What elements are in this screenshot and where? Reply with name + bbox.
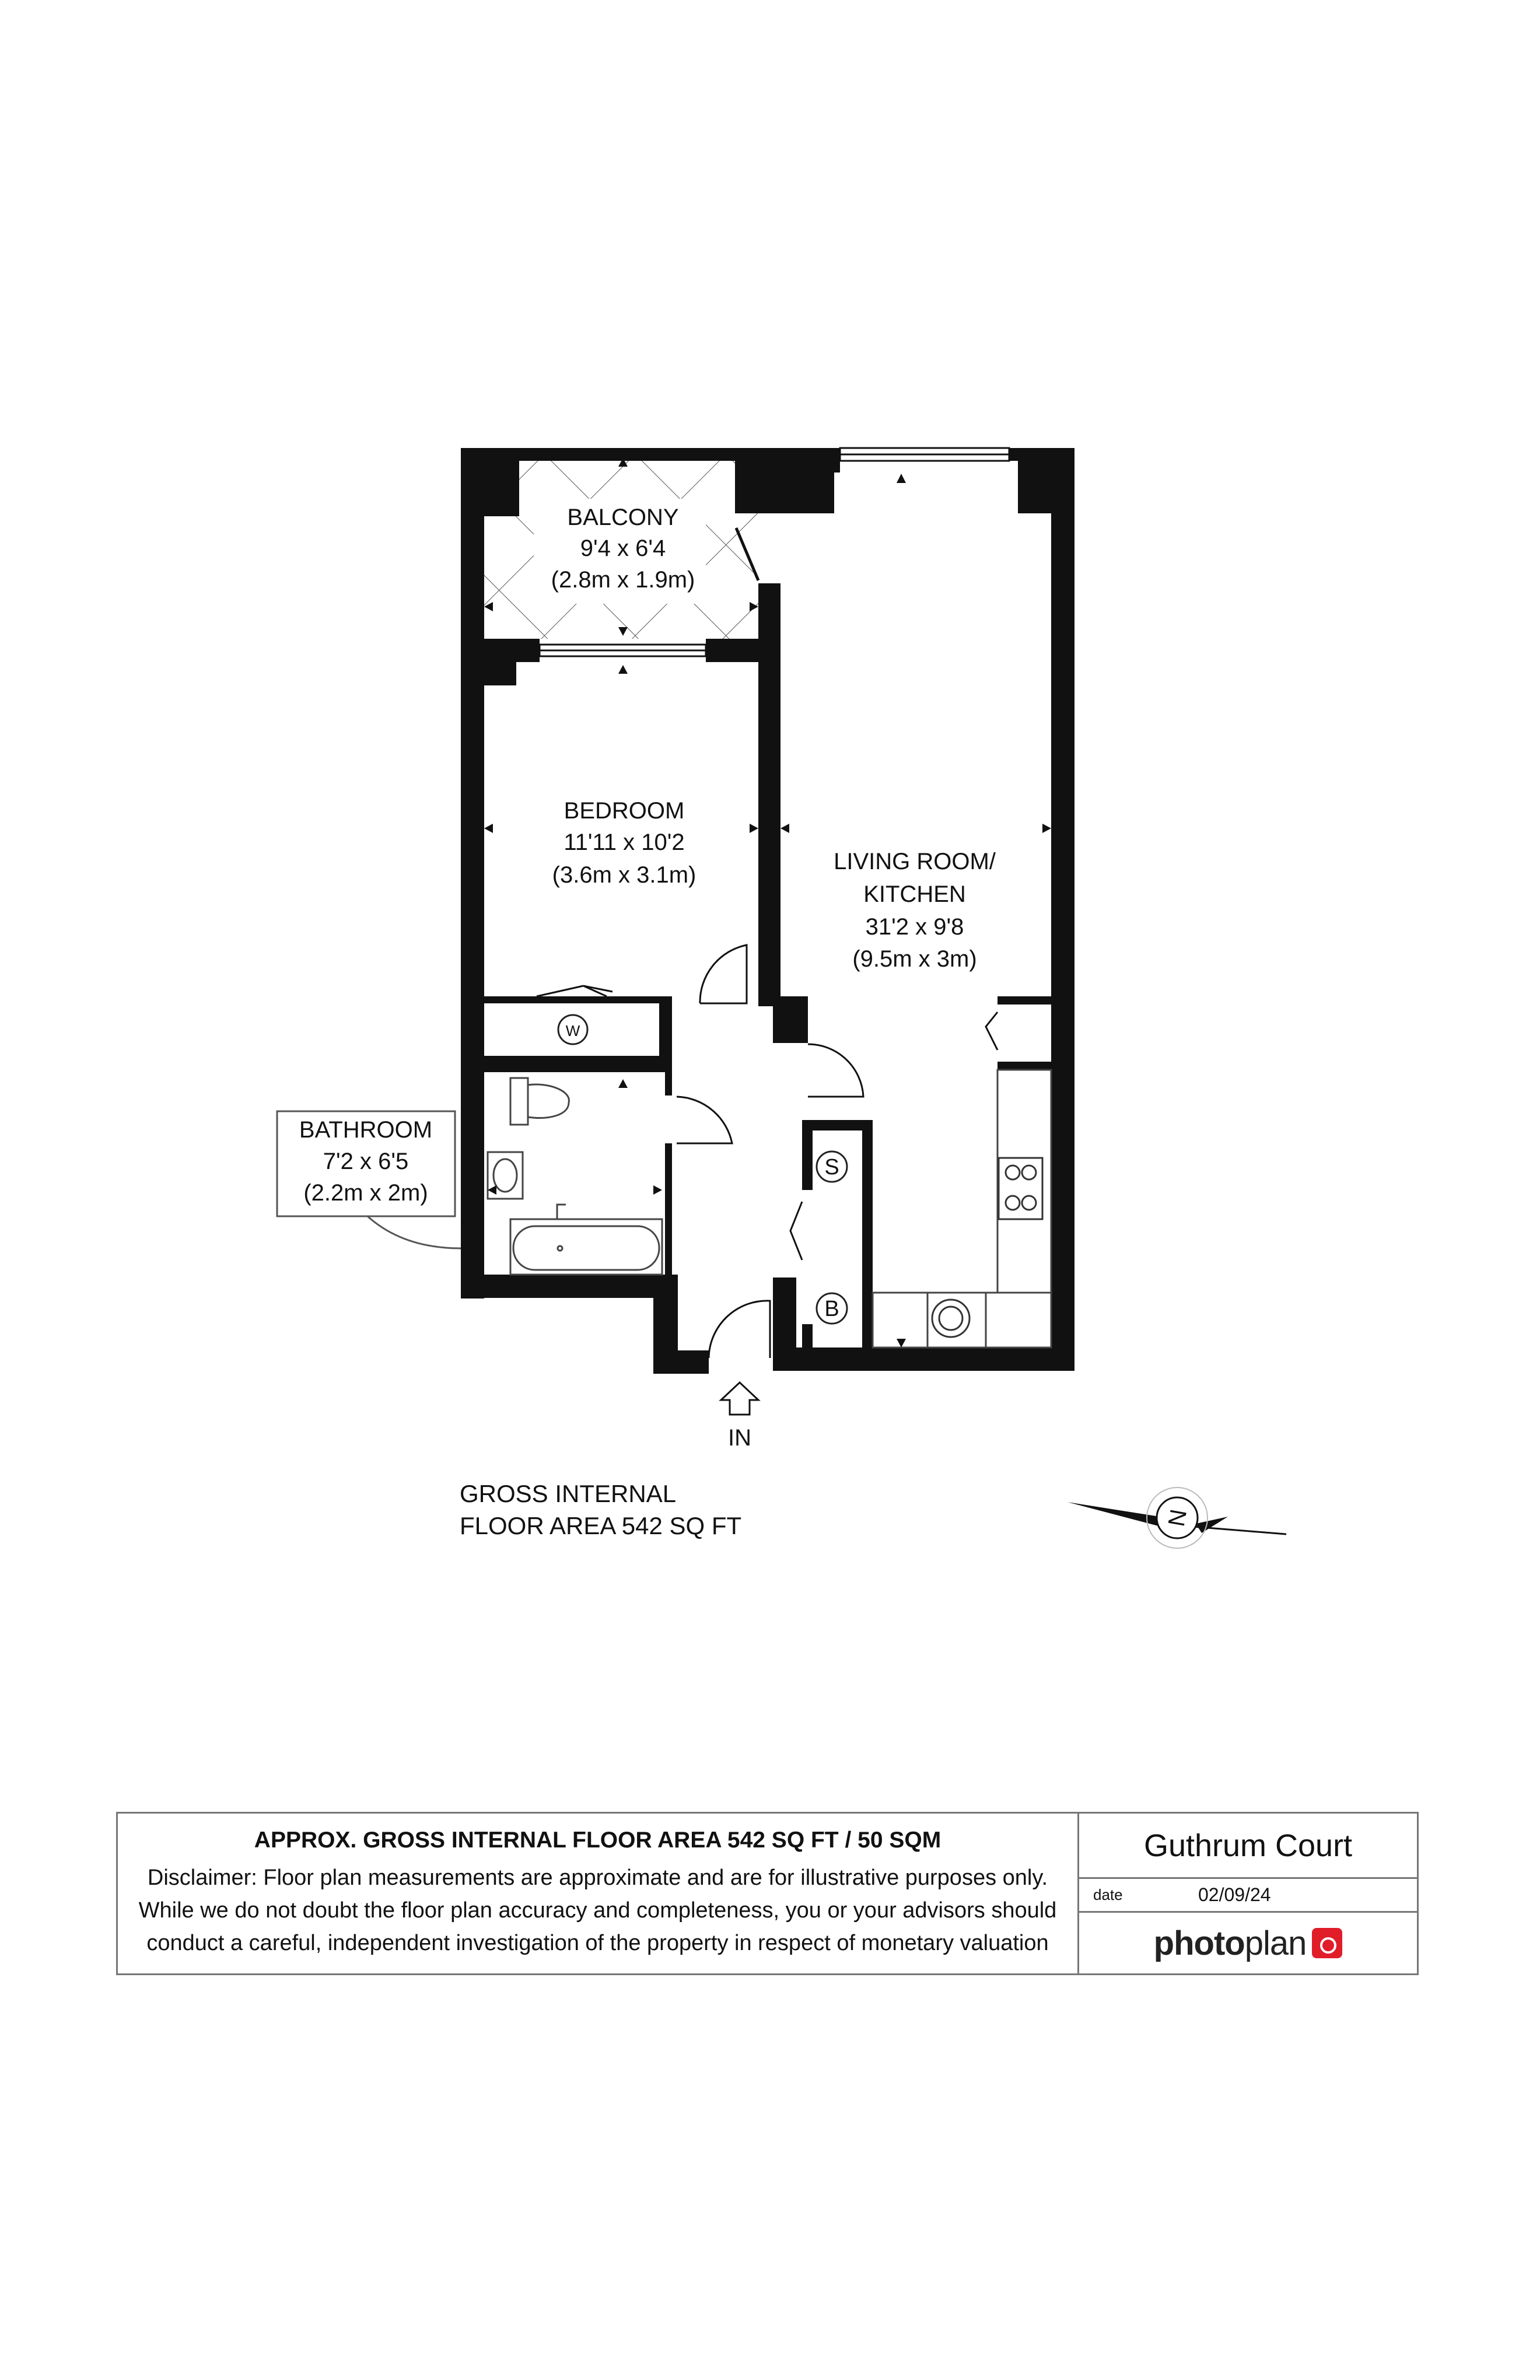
disclaimer-line-1: Disclaimer: Floor plan measurements are approximate and are for illustrative purposes only. — [147, 1866, 1048, 1890]
bedroom-metric: (3.6m x 3.1m) — [552, 862, 696, 888]
balcony-imperial: 9'4 x 6'4 — [580, 536, 666, 561]
date-label: date — [1093, 1886, 1123, 1903]
disclaimer-line-2: While we do not doubt the floor plan accuracy and completeness, you or your advisors should — [138, 1898, 1057, 1923]
property-name: Guthrum Court — [1079, 1814, 1417, 1879]
bathroom-imperial: 7'2 x 6'5 — [323, 1149, 409, 1174]
wardrobe-symbol-label: W — [565, 1022, 580, 1040]
logo-text-bold: photo — [1153, 1924, 1245, 1962]
storage-symbol-label: S — [824, 1155, 839, 1180]
bedroom-name: BEDROOM — [564, 798, 685, 824]
date-value: 02/09/24 — [1198, 1884, 1271, 1905]
entrance-arrow-icon — [721, 1382, 758, 1415]
living-name-line2: KITCHEN — [863, 881, 966, 907]
living-name-line1: LIVING ROOM/ — [834, 849, 996, 874]
entrance-label: IN — [728, 1425, 751, 1451]
photoplan-logo — [1079, 1913, 1417, 1973]
living-metric: (9.5m x 3m) — [852, 946, 977, 972]
footer-panel — [116, 1812, 1419, 1975]
gross-area-line2: FLOOR AREA 542 SQ FT — [460, 1512, 742, 1539]
footer-info-section — [1079, 1814, 1417, 1973]
disclaimer-text — [118, 1861, 1077, 1959]
compass-letter: N — [1163, 1507, 1192, 1529]
bathroom-metric: (2.2m x 2m) — [303, 1180, 428, 1206]
gross-area-line1: GROSS INTERNAL — [460, 1480, 677, 1507]
living-imperial: 31'2 x 9'8 — [865, 914, 964, 940]
compass-icon — [1068, 1488, 1289, 1548]
bathroom-name: BATHROOM — [299, 1117, 433, 1143]
balcony-name: BALCONY — [567, 505, 679, 530]
balcony-metric: (2.8m x 1.9m) — [551, 567, 695, 593]
disclaimer-line-3: conduct a careful, independent investigation of the property in respect of monetary valuation — [146, 1931, 1049, 1955]
date-row — [1079, 1879, 1417, 1913]
camera-icon — [1312, 1928, 1342, 1958]
bathroom-fittings — [488, 1078, 662, 1275]
bathroom-callout-line — [368, 1216, 461, 1248]
logo-text-light: plan — [1244, 1924, 1307, 1962]
hob-icon — [999, 1158, 1042, 1219]
footer-disclaimer-section — [118, 1814, 1079, 1973]
boiler-symbol-label: B — [824, 1297, 839, 1321]
floor-area-title: APPROX. GROSS INTERNAL FLOOR AREA 542 SQ FT / 50 SQM — [254, 1828, 942, 1853]
sink-icon — [932, 1300, 970, 1337]
bedroom-imperial: 11'11 x 10'2 — [564, 830, 685, 855]
